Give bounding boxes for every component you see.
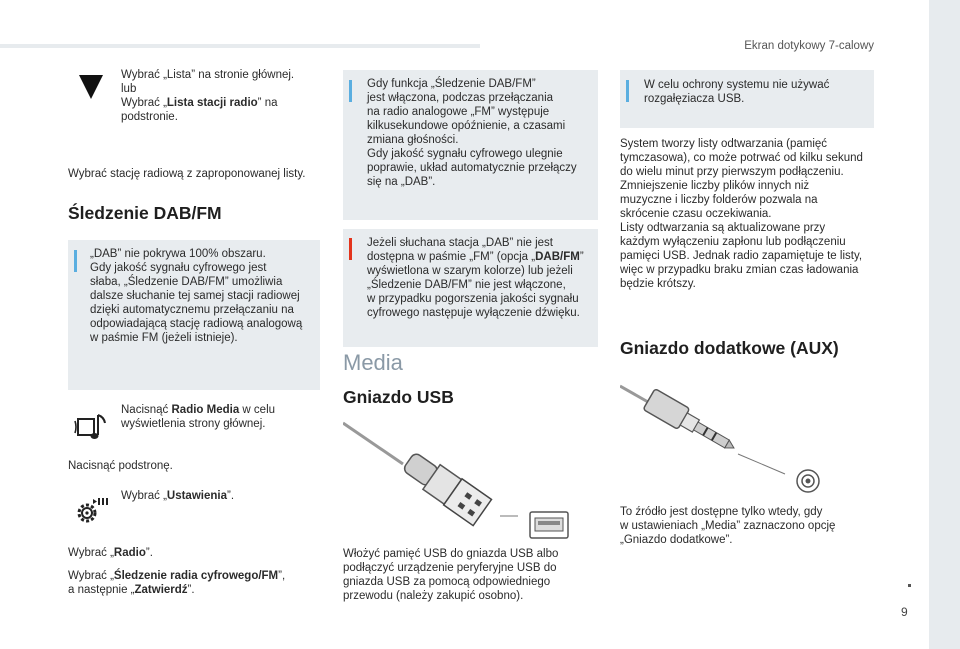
dab-heading: Śledzenie DAB/FM [68, 203, 222, 223]
continuation-dot [908, 584, 911, 587]
select-radio-text: Wybrać „Radio”. [68, 547, 153, 559]
info-bar-icon [349, 80, 352, 102]
dab-warning-box [343, 229, 598, 347]
info-bar-icon [626, 80, 629, 102]
header-rule [0, 44, 480, 48]
press-subpage-text: Nacisnąć podstronę. [68, 460, 173, 472]
dab-delay-info-box [343, 70, 598, 220]
aux-jack-illustration [620, 378, 830, 498]
select-station-text: Wybrać stację radiową z zaproponowanej listy. [68, 168, 306, 180]
page-number: 9 [901, 605, 908, 619]
dab-warning-text: Jeżeli słuchana stacja „DAB” nie jest dostępna w paśmie „FM” (opcja „DAB/FM” wyświetlona w szarym kolorze) lub jeżeli „Śledzenie DAB/FM” nie jest włączone, w przypadku pogorszenia jakości sygnału cyfrowego następuje wyłączenie dźwięku. [367, 237, 584, 319]
step-list-line2: lub [121, 83, 137, 95]
media-heading: Media [343, 350, 403, 375]
info-bar-icon [74, 250, 77, 272]
select-tracking-text: Wybrać „Śledzenie radia cyfrowego/FM”, a następnie „Zatwierdź”. [68, 570, 286, 596]
playlist-text: System tworzy listy odtwarzania (pamięć tymczasowa), co może potrwać od kilku sekund do wielu minut przy pierwszym podłączeniu. Zmniejszenie liczby plików innych niż muzyczne i liczby folderów pozwala na skrócenie czasu oczekiwania. Listy odtwarzania są aktualizowane przy każdym wyłączeniu zapłonu lub podłączeniu pamięci USB. Jednak radio zapamiętuje te listy, więc w przypadku braku zmian czas ładowania będzie krótszy. [620, 138, 863, 290]
usb-instructions: Włożyć pamięć USB do gniazda USB albo podłączyć urządzenie peryferyjne USB do gniazda USB za pomocą odpowiedniego przewodu (należy zakupić osobno). [343, 548, 559, 602]
dab-delay-info-text: Gdy funkcja „Śledzenie DAB/FM” jest włączona, podczas przełączania na radio analogowe „FM” występuje kilkusekundowe opóźnienie, a czasami zmiana głośności. Gdy jakość sygnału cyfrowego ulegnie poprawie, układ automatycznie przełączy się na „DAB”. [367, 78, 577, 188]
radio-media-icon [74, 411, 110, 443]
usb-plug-illustration [343, 420, 573, 545]
dab-info-box [68, 240, 320, 390]
step-list-line1: Wybrać „Lista” na stronie głównej. [121, 69, 295, 81]
aux-instructions: To źródło jest dostępne tylko wtedy, gdy w ustawieniach „Media” zaznaczono opcję „Gniazdo dodatkowe”. [620, 506, 836, 546]
step-list-block [121, 68, 331, 124]
settings-gear-icon [74, 496, 110, 528]
step-list-line3: Wybrać „Lista stacji radio” na [121, 97, 278, 109]
usb-hub-info-box [620, 70, 874, 128]
aux-heading: Gniazdo dodatkowe (AUX) [620, 338, 839, 358]
warning-bar-icon [349, 238, 352, 260]
dab-info-text: „DAB” nie pokrywa 100% obszaru. Gdy jakość sygnału cyfrowego jest słaba, „Śledzenie DAB/FM” umożliwia dalsze słuchanie tej samej stacji radiowej dzięki automatycznemu przełączaniu na odpowiadającą stację radiową analogową w paśmie FM (jeżeli istnieje). [90, 248, 303, 344]
usb-heading: Gniazdo USB [343, 387, 454, 407]
select-settings-text: Wybrać „Ustawienia”. [121, 490, 235, 502]
side-band [929, 0, 960, 649]
usb-hub-info-text: W celu ochrony systemu nie używać rozgałęziacza USB. [644, 79, 830, 105]
step-triangle-icon [79, 75, 103, 99]
header-title: Ekran dotykowy 7-calowy [744, 40, 874, 52]
press-radio-media-text: Nacisnąć Radio Media w celu wyświetlenia strony głównej. [121, 404, 276, 430]
step-list-line4: podstronie. [121, 111, 178, 123]
